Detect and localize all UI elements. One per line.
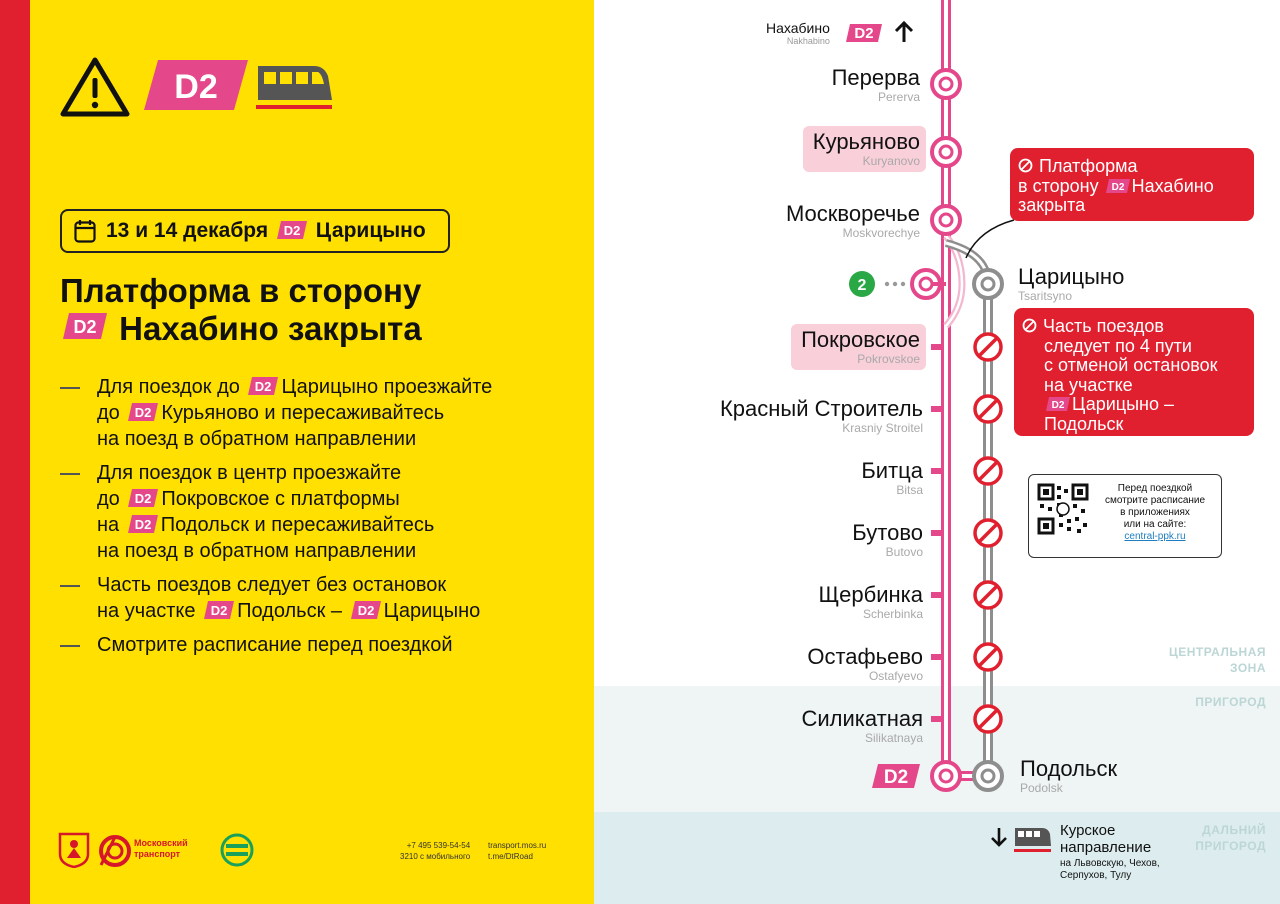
transfer-dot bbox=[893, 282, 897, 286]
bullet-text: Для поездок в центр проезжайте bbox=[97, 462, 402, 484]
svg-text:D2: D2 bbox=[135, 405, 152, 420]
station-marker-moskvorechye bbox=[932, 206, 960, 234]
telegram-link[interactable]: t.me/DtRoad bbox=[488, 852, 533, 861]
platform-tick bbox=[931, 716, 943, 722]
d2-main-track-inner bbox=[944, 0, 948, 776]
no-entry-icon bbox=[1022, 318, 1037, 333]
qr-code-icon[interactable] bbox=[1037, 483, 1089, 535]
d2-badge-text: D2 bbox=[883, 767, 909, 788]
headline-line1: Платформа в сторону bbox=[60, 272, 422, 309]
skipped-stops-alert bbox=[1014, 308, 1254, 436]
bullet-text: Для поездок до bbox=[97, 376, 240, 398]
moscow-transport-logo-icon bbox=[98, 834, 132, 868]
bullet-text: Царицыно проезжайте bbox=[281, 376, 493, 398]
station-name-ru: Бутово bbox=[852, 520, 923, 545]
phone-number-mobile: 3210 с мобильного bbox=[400, 852, 471, 861]
station-kuryanovo bbox=[803, 126, 926, 172]
station-name-en: Nakhabino bbox=[786, 36, 830, 46]
contact-phones bbox=[400, 840, 470, 862]
station-bitsa bbox=[861, 459, 923, 497]
station-butovo bbox=[852, 521, 923, 559]
route-diagram bbox=[594, 0, 1280, 904]
svg-text:D2: D2 bbox=[283, 223, 301, 238]
poster-footer bbox=[58, 830, 578, 870]
wordmark-line: Московский bbox=[134, 838, 188, 848]
station-krasniy-stroitel bbox=[720, 397, 923, 435]
qr-caption-line: или на сайте: bbox=[1123, 519, 1187, 530]
schedule-link[interactable]: central-ppk.ru bbox=[1124, 531, 1186, 542]
d2-badge-icon bbox=[1106, 179, 1130, 193]
d2-badge-icon bbox=[204, 601, 234, 619]
station-name-en: Silikatnaya bbox=[864, 731, 923, 745]
d2-badge-icon bbox=[351, 601, 381, 619]
bullet-text: Курьяново и пересаживайтесь bbox=[161, 402, 445, 424]
station-name-ru: Остафьево bbox=[807, 644, 923, 669]
alert-text: Платформа bbox=[1039, 156, 1138, 176]
alert-text: с отменой остановок bbox=[1044, 355, 1218, 375]
zone-label-line: ЗОНА bbox=[1229, 661, 1266, 675]
kursk-title-line: Курское bbox=[1060, 822, 1116, 839]
svg-text:D2: D2 bbox=[255, 379, 272, 394]
qr-caption-line: в приложениях bbox=[1120, 507, 1190, 518]
station-name-ru: Покровское bbox=[801, 327, 920, 352]
moscow-transport-wordmark bbox=[134, 838, 188, 860]
station-marker-podolsk-d2 bbox=[932, 762, 960, 790]
kursk-direction bbox=[990, 822, 1270, 892]
svg-text:D2: D2 bbox=[210, 603, 228, 618]
kursk-title bbox=[1060, 822, 1151, 856]
d2-badge-icon bbox=[63, 313, 107, 339]
station-name-ru: Перерва bbox=[831, 65, 920, 90]
no-entry-icon bbox=[1018, 158, 1033, 173]
station-marker-pererva bbox=[932, 70, 960, 98]
station-name-ru: Красный Строитель bbox=[719, 396, 923, 421]
alert-text: Царицыно – bbox=[1072, 394, 1174, 414]
kursk-subtitle-line: на Львовскую, Чехов, bbox=[1060, 858, 1160, 869]
header-icons bbox=[60, 54, 360, 124]
bullet-text: на поезд в обратном направлении bbox=[97, 428, 417, 450]
station-marker-podolsk-track4 bbox=[974, 762, 1002, 790]
station-name-en: Ostafyevo bbox=[868, 669, 923, 683]
station-name-ru: Москворечье bbox=[785, 201, 920, 226]
platform-tick bbox=[931, 530, 943, 536]
d2-badge-text: D2 bbox=[854, 25, 874, 42]
station-name-ru: Нахабино bbox=[766, 20, 830, 36]
info-poster bbox=[0, 0, 594, 904]
no-stop-icon bbox=[975, 644, 1001, 670]
line-map bbox=[594, 0, 1280, 904]
list-item bbox=[60, 572, 580, 624]
list-item bbox=[60, 632, 580, 658]
station-name-en: Bitsa bbox=[896, 483, 923, 497]
svg-text:D2: D2 bbox=[135, 491, 152, 506]
platform-tick bbox=[931, 468, 943, 474]
qr-caption-line: смотрите расписание bbox=[1104, 495, 1206, 506]
bullet-text: на поезд в обратном направлении bbox=[97, 540, 417, 562]
station-name-en: Podolsk bbox=[1020, 781, 1063, 795]
no-stop-icon bbox=[975, 520, 1001, 546]
bullet-text: до bbox=[97, 488, 120, 510]
station-name-en: Butovo bbox=[885, 545, 923, 559]
station-ostafyevo bbox=[807, 645, 923, 683]
train-icon bbox=[256, 60, 334, 114]
alert-text: закрыта bbox=[1018, 195, 1086, 215]
no-stop-icon bbox=[975, 396, 1001, 422]
d2-badge-icon bbox=[128, 489, 158, 507]
platform-tick bbox=[931, 406, 943, 412]
d2-badge-icon bbox=[1046, 397, 1070, 411]
zone-label-suburb: ПРИГОРОД bbox=[1195, 695, 1266, 709]
platform-tick bbox=[931, 344, 943, 350]
station-name-en: Kuryanovo bbox=[862, 154, 920, 168]
station-name-en: Scherbinka bbox=[862, 607, 923, 621]
wordmark-line: транспорт bbox=[134, 849, 181, 859]
alert-text: следует по 4 пути bbox=[1044, 335, 1192, 356]
bullet-text: на bbox=[97, 514, 120, 536]
train-icon bbox=[1014, 826, 1052, 854]
station-marker-tsaritsyno-track4 bbox=[974, 270, 1002, 298]
station-name-en: Tsaritsyno bbox=[1018, 289, 1073, 303]
d2-badge-icon bbox=[128, 403, 158, 421]
site-link[interactable]: transport.mos.ru bbox=[488, 841, 547, 850]
platform-tick bbox=[931, 654, 943, 660]
alert-text: в сторону bbox=[1018, 175, 1099, 196]
headline bbox=[60, 272, 580, 348]
up-arrow-icon bbox=[896, 23, 912, 42]
bullet-text: Царицыно bbox=[383, 600, 481, 622]
tsaritsyno-link bbox=[932, 282, 946, 286]
zone-label-line: ДАЛЬНИЙ bbox=[1202, 823, 1266, 837]
station-name-ru: Битца bbox=[861, 458, 923, 483]
svg-text:D2: D2 bbox=[1111, 181, 1124, 193]
d2-line-logo bbox=[144, 60, 248, 110]
svg-text:D2: D2 bbox=[73, 317, 97, 337]
bullet-text: Покровское с платформы bbox=[161, 488, 400, 510]
qr-caption bbox=[1093, 483, 1217, 543]
qr-caption-line: Перед поездкой bbox=[1117, 483, 1193, 494]
bullet-text: Подольск – bbox=[237, 600, 343, 622]
d2-badge-icon bbox=[128, 515, 158, 533]
railway-logo-icon bbox=[218, 833, 256, 867]
no-stop-icon bbox=[975, 458, 1001, 484]
station-silikatnaya bbox=[801, 707, 923, 745]
top-terminal bbox=[766, 20, 830, 46]
metro-line-number: 2 bbox=[857, 277, 867, 294]
calendar-icon bbox=[74, 219, 96, 243]
transfer-dot bbox=[885, 282, 889, 286]
kursk-subtitle bbox=[1060, 858, 1160, 882]
kursk-title-line: направление bbox=[1060, 839, 1152, 856]
zone-label-line: ПРИГОРОД bbox=[1195, 839, 1266, 853]
station-marker-kuryanovo bbox=[932, 138, 960, 166]
alert-text: Подольск bbox=[1044, 413, 1124, 434]
station-name-ru: Щербинка bbox=[818, 582, 923, 607]
red-side-stripe bbox=[0, 0, 30, 904]
date-text: 13 и 14 декабря bbox=[106, 219, 269, 242]
date-badge bbox=[60, 209, 450, 253]
bullet-text: на участке bbox=[97, 600, 196, 622]
station-name-ru: Курьяново bbox=[812, 129, 920, 154]
moscow-coat-of-arms-icon bbox=[58, 832, 90, 868]
no-stop-icon bbox=[975, 706, 1001, 732]
station-name-ru: Силикатная bbox=[801, 706, 923, 731]
down-arrow-icon bbox=[990, 826, 1008, 848]
station-scherbinka bbox=[819, 583, 923, 621]
qr-info-box bbox=[1028, 474, 1222, 558]
station-pokrovskoe bbox=[791, 324, 926, 370]
list-item bbox=[60, 460, 580, 564]
platform-tick bbox=[931, 592, 943, 598]
svg-text:D2: D2 bbox=[357, 603, 374, 618]
station-moskvorechye bbox=[786, 202, 920, 240]
svg-text:D2: D2 bbox=[1051, 400, 1065, 411]
bullet-text: до bbox=[97, 402, 120, 424]
station-name-en: Moskvorechye bbox=[842, 226, 920, 240]
zone-label-line: ЦЕНТРАЛЬНАЯ bbox=[1168, 645, 1266, 659]
bullet-text: Подольск и пересаживайтесь bbox=[160, 514, 435, 536]
station-tsaritsyno bbox=[1018, 265, 1124, 303]
no-stop-icon bbox=[975, 334, 1001, 360]
station-name-en: Pokrovskoe bbox=[857, 352, 920, 366]
alert-text: Нахабино bbox=[1131, 175, 1214, 196]
no-stop-icon bbox=[975, 582, 1001, 608]
list-item bbox=[60, 374, 580, 452]
warning-icon bbox=[60, 56, 130, 118]
station-pererva bbox=[832, 66, 920, 104]
d2-logo-text: D2 bbox=[174, 68, 218, 106]
phone-number: +7 495 539-54-54 bbox=[406, 841, 471, 850]
station-podolsk bbox=[1020, 757, 1117, 795]
station-name-ru: Царицыно bbox=[1018, 264, 1125, 289]
headline-line2: Нахабино закрыта bbox=[119, 310, 422, 347]
platform-closed-alert bbox=[1010, 148, 1254, 221]
svg-text:D2: D2 bbox=[134, 517, 152, 532]
station-name-en: Krasniy Stroitel bbox=[842, 421, 923, 435]
d2-badge-icon bbox=[277, 221, 307, 239]
kursk-subtitle-line: Серпухов, Тулу bbox=[1060, 870, 1132, 881]
bullet-text: Часть поездов следует без остановок bbox=[97, 574, 447, 596]
alert-text: Часть поездов bbox=[1043, 316, 1164, 336]
station-name-en: Pererva bbox=[877, 90, 920, 104]
d2-badge-icon bbox=[248, 377, 278, 395]
date-station: Царицыно bbox=[315, 219, 426, 242]
transfer-dot bbox=[901, 282, 905, 286]
alert-text: на участке bbox=[1044, 374, 1133, 395]
bullet-text: Смотрите расписание перед поездкой bbox=[97, 634, 453, 656]
station-name-ru: Подольск bbox=[1020, 756, 1118, 781]
instructions-list bbox=[60, 374, 580, 666]
contact-links bbox=[488, 840, 546, 862]
